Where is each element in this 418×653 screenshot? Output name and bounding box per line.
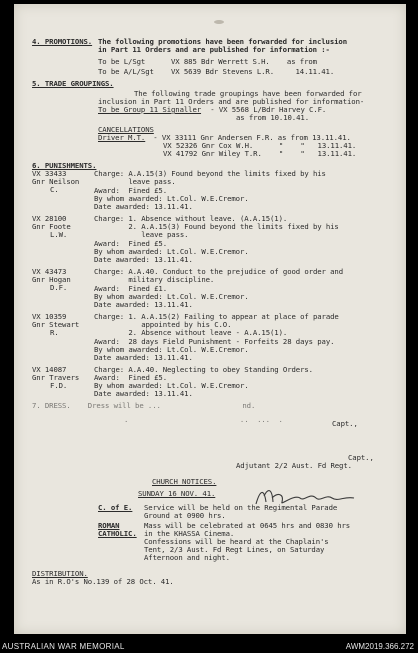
faint-dress-line: 7. DRESS. Dress will be ... nd.	[32, 401, 256, 410]
signoff-capt-1: Capt.,	[332, 419, 358, 428]
punishment-4-line-4: Award: 28 days Field Punishment - Forfeits 28 days pay.	[94, 337, 335, 346]
punishment-2-line-4: Award: Fined £5.	[94, 239, 167, 248]
punishment-5-line-3: By whom awarded: Lt.Col. W.E.Cremor.	[94, 381, 249, 390]
punishment-2-line-6: Date awarded: 13.11.41.	[94, 255, 193, 264]
church-rc-line-1: Mass will be celebrated at 0645 hrs and 0830 hrs	[144, 521, 351, 530]
church-rc-line-2: in the KHASSA Cinema.	[144, 529, 235, 538]
church-ce-label: C. of E.	[98, 503, 133, 512]
signoff-adjutant: Adjutant 2/2 Aust. Fd Regt.	[236, 461, 352, 470]
punishment-3-id: VX 43473	[32, 267, 67, 276]
punishment-1-line-2: leave pass.	[94, 177, 176, 186]
cancellation-2: VX 52326 Gnr Cox W.H. " " 13.11.41.	[163, 141, 357, 150]
cancellations-heading: CANCELLATIONS	[98, 125, 154, 134]
punishment-1-line-1: Charge: A.A.15(3) Found beyond the limits fixed by his	[94, 169, 326, 178]
punishment-4-initial: R.	[50, 328, 59, 337]
punishment-3-initial: D.F.	[50, 283, 68, 292]
punishment-5-name: Gnr Travers	[32, 373, 80, 382]
trade-line-3a: To be Group 11 Signaller	[98, 105, 202, 114]
punishment-3-name: Gnr Hogan	[32, 275, 71, 284]
church-rc-label-2: CATHOLIC.	[98, 529, 137, 538]
trade-line-2: inclusion in Part 11 Orders and are published for information-	[98, 97, 365, 106]
footer-institution: AUSTRALIAN WAR MEMORIAL	[2, 642, 125, 651]
footer-accession-number: AWM2019.366.272	[345, 642, 414, 651]
punishment-3-line-3: Award: Fined £1.	[94, 284, 167, 293]
trade-line-1: The following trade groupings have been forwarded for	[134, 89, 362, 98]
signoff-capt-2: Capt.,	[348, 453, 374, 462]
church-ce-text: Service will be held on the Regimental Parade	[144, 503, 338, 512]
punishment-1-initial: C.	[50, 185, 59, 194]
church-rc-label-1: ROMAN	[98, 521, 120, 530]
punishment-4-id: VX 10359	[32, 312, 67, 321]
binder-hole-mark	[212, 10, 226, 29]
punishment-3-line-5: Date awarded: 13.11.41.	[94, 300, 193, 309]
document-page	[14, 4, 406, 634]
promotions-intro-2: in Part 11 Orders and are published for information :-	[98, 45, 330, 54]
punishment-4-name: Gnr Stewart	[32, 320, 80, 329]
archive-footer	[0, 638, 418, 653]
punishments-heading: 6. PUNISHMENTS.	[32, 161, 97, 170]
punishment-5-initial: F.D.	[50, 381, 68, 390]
distribution-text: As in R.O's No.139 of 28 Oct. 41.	[32, 577, 174, 586]
punishment-2-id: VX 28100	[32, 214, 67, 223]
punishment-3-line-4: By whom awarded: Lt.Col. W.E.Cremor.	[94, 292, 249, 301]
punishment-4-line-3: 2. Absence without leave - A.A.15(1).	[94, 328, 288, 337]
punishment-1-line-3: Award: Fined £5.	[94, 186, 167, 195]
faint-dress-line-2: . .. ... .	[124, 415, 283, 424]
punishment-2-name: Gnr Foote	[32, 222, 71, 231]
church-rc-line-3: Confessions will be heard at the Chaplain's	[144, 537, 329, 546]
punishment-4-line-6: Date awarded: 13.11.41.	[94, 353, 193, 362]
promotion-row-1: To be L/Sgt VX 885 Bdr Werrett S.H. as from	[98, 57, 317, 66]
punishment-5-line-2: Award: Fined £5.	[94, 373, 167, 382]
punishment-3-line-2: military discipline.	[94, 275, 215, 284]
promotions-intro-1: The following promotions have been forwarded for inclusion	[98, 37, 348, 46]
punishment-4-line-1: Charge: 1. A.A.15(2) Failing to appear at place of parade	[94, 312, 339, 321]
distribution-heading: DISTRIBUTION.	[32, 569, 88, 578]
church-heading: CHURCH NOTICES.	[152, 477, 217, 486]
punishment-4-line-5: By whom awarded: Lt.Col. W.E.Cremor.	[94, 345, 249, 354]
punishment-1-id: VX 33433	[32, 169, 67, 178]
cancellation-1: - VX 33111 Gnr Andersen F.R. as from 13.11.41.	[149, 133, 351, 142]
punishment-5-line-1: Charge: A.A.40. Neglecting to obey Standing Orders.	[94, 365, 313, 374]
cancellation-3: VX 41792 Gnr Wiley T.R. " " 13.11.41.	[163, 149, 357, 158]
promotions-heading: 4. PROMOTIONS.	[32, 37, 93, 46]
trade-line-3b: - VX 5568 L/Bdr Harvey C.F.	[206, 105, 327, 114]
punishment-2-line-5: By whom awarded: Lt.Col. W.E.Cremor.	[94, 247, 249, 256]
punishment-3-line-1: Charge: A.A.40. Conduct to the prejudice of good order and	[94, 267, 344, 276]
punishment-1-line-5: Date awarded: 13.11.41.	[94, 202, 193, 211]
church-ce-text-2: Ground at 0900 hrs.	[144, 511, 226, 520]
punishment-2-line-3: leave pass.	[94, 230, 189, 239]
trade-line-4: as from 10.10.41.	[236, 113, 309, 122]
promotion-row-2: To be A/L/Sgt VX 5639 Bdr Stevens L.R. 14.11.41.	[98, 67, 335, 76]
punishment-2-initial: L.W.	[50, 230, 68, 239]
cancellation-role: Driver M.T.	[98, 133, 146, 142]
church-rc-line-4: Tent, 2/3 Aust. Fd Regt Lines, on Saturday	[144, 545, 325, 554]
punishment-5-line-4: Date awarded: 13.11.41.	[94, 389, 193, 398]
church-rc-line-5: Afternoon and night.	[144, 553, 230, 562]
trade-heading: 5. TRADE GROUPINGS.	[32, 79, 114, 88]
punishment-2-line-2: 2. A.A.15(3) Found beyond the limits fixed by his	[94, 222, 339, 231]
punishment-1-line-4: By whom awarded: Lt.Col. W.E.Cremor.	[94, 194, 249, 203]
punishment-2-line-1: Charge: 1. Absence without leave. (A.A.15(1).	[94, 214, 288, 223]
church-subheading: SUNDAY 16 NOV. 41.	[138, 489, 216, 498]
punishment-5-id: VX 14087	[32, 365, 67, 374]
punishment-4-line-2: appointed by his C.O.	[94, 320, 232, 329]
punishment-1-name: Gnr Neilson	[32, 177, 80, 186]
